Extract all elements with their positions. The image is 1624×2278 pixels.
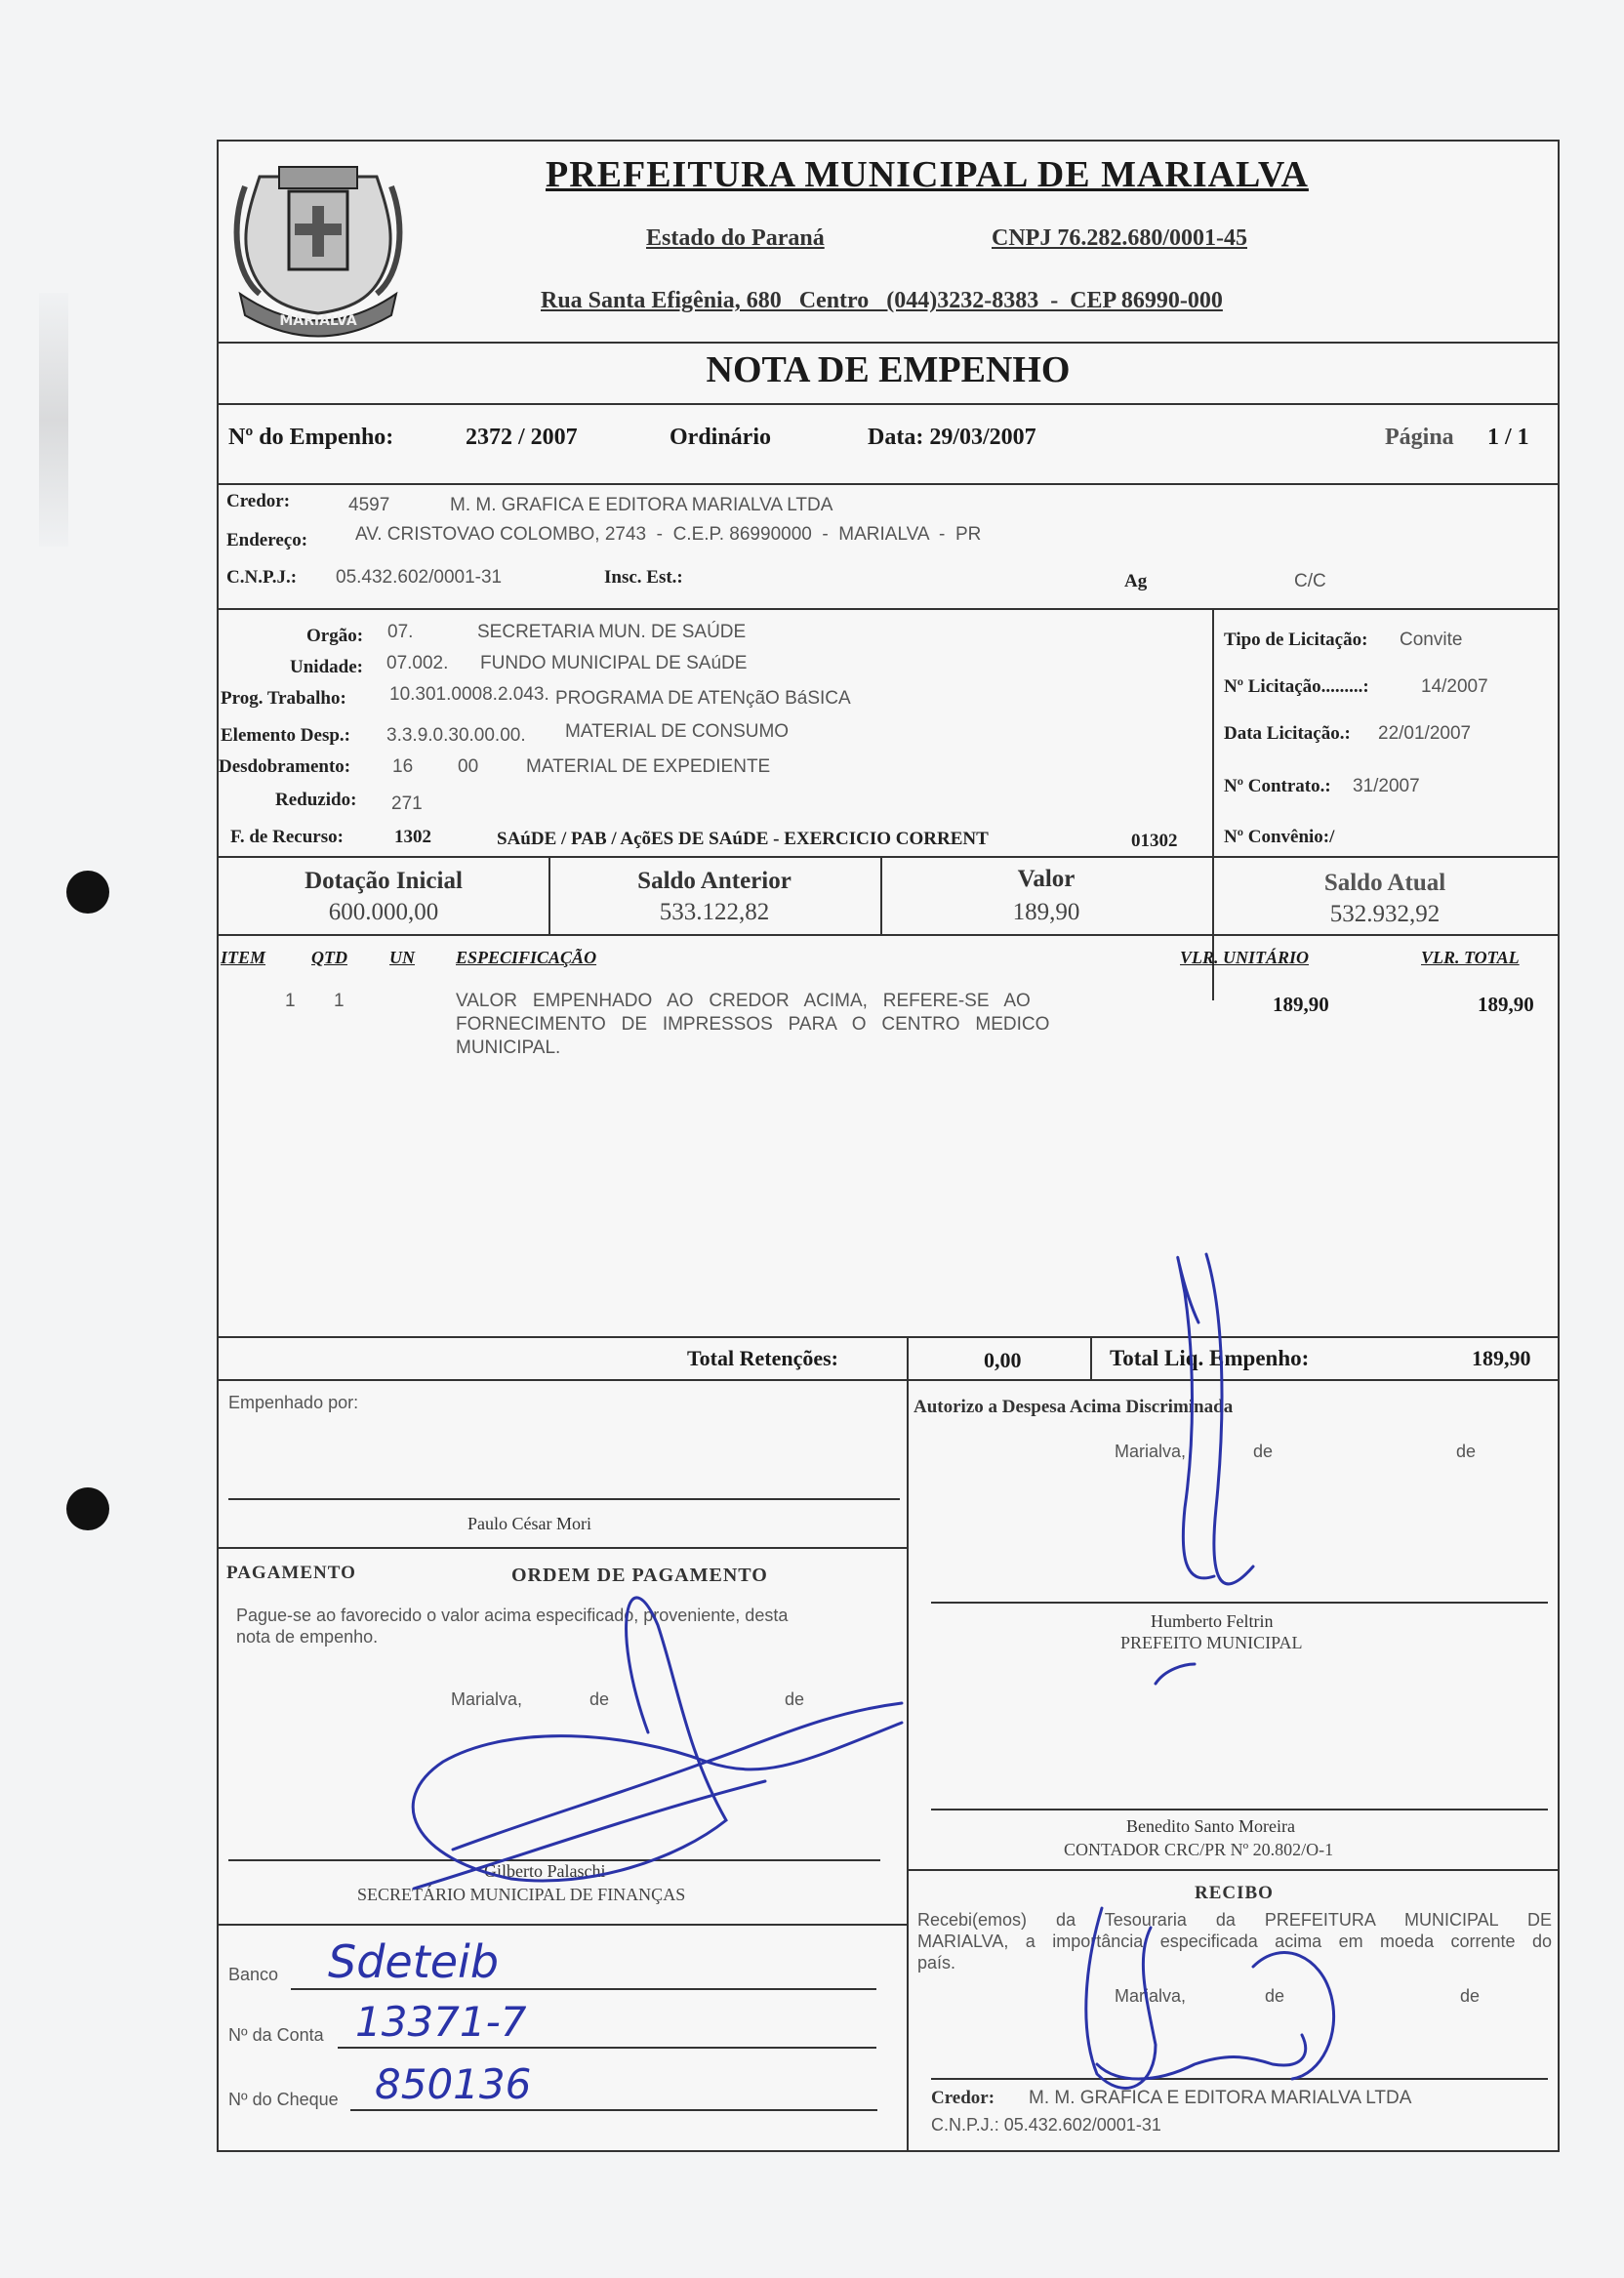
unidade-code: 07.002. — [386, 653, 449, 673]
desdobramento-code-2: 00 — [458, 756, 479, 777]
cheque-handwritten: 850136 — [375, 2060, 532, 2108]
reduzido-value: 271 — [391, 793, 423, 814]
col-un: UN — [389, 948, 415, 967]
contrato-label: Nº Contrato.: — [1224, 776, 1331, 796]
contrato-value: 31/2007 — [1353, 776, 1420, 796]
state-name: Estado do Paraná — [646, 225, 825, 251]
recibo-de-1: de — [1265, 1986, 1285, 2006]
punch-hole-top — [66, 871, 109, 914]
orgao-code: 07. — [387, 622, 414, 642]
data-licitacao-label: Data Licitação.: — [1224, 723, 1351, 744]
recibo-credor-cnpj: C.N.P.J.: 05.432.602/0001-31 — [931, 2115, 1161, 2135]
elemento-code: 3.3.9.0.30.00.00. — [386, 725, 526, 746]
col-qtd: QTD — [311, 948, 347, 967]
col-item: ITEM — [221, 948, 266, 967]
pagamento-text-line-1: Pague-se ao favorecido o valor acima especificado, proveniente, desta — [236, 1606, 789, 1625]
item-description-line-3: MUNICIPAL. — [456, 1037, 561, 1058]
recibo-title: RECIBO — [1195, 1883, 1274, 1903]
unidade-label: Unidade: — [290, 657, 363, 677]
cnpj-label: C.N.P.J.: — [226, 567, 298, 588]
numero-licitacao-label: Nº Licitação.........: — [1224, 676, 1369, 697]
fonte-recurso-label: F. de Recurso: — [230, 827, 344, 847]
elemento-name: MATERIAL DE CONSUMO — [565, 721, 790, 742]
valor-label: Valor — [1017, 866, 1076, 892]
reduzido-label: Reduzido: — [275, 790, 357, 810]
cheque-label: Nº do Cheque — [228, 2090, 339, 2109]
desdobramento-name: MATERIAL DE EXPEDIENTE — [526, 756, 771, 777]
punch-hole-bottom — [66, 1487, 109, 1530]
pagamento-city: Marialva, — [451, 1689, 523, 1709]
insc-est-label: Insc. Est.: — [604, 567, 683, 588]
autorizo-city: Marialva, — [1115, 1442, 1187, 1461]
saldo-anterior-value: 533.122,82 — [659, 899, 770, 925]
recibo-text-line-1: Recebi(emos) da Tesouraria da PREFEITURA MUNICIPAL DE — [917, 1910, 1552, 1930]
credor-code: 4597 — [348, 495, 390, 515]
desdobramento-code-1: 16 — [392, 756, 414, 777]
credor-cnpj: 05.432.602/0001-31 — [336, 567, 503, 588]
autorizo-de-2: de — [1456, 1442, 1477, 1461]
fonte-recurso-number: 01302 — [1131, 831, 1178, 851]
tipo-licitacao-value: Convite — [1400, 630, 1463, 650]
elemento-label: Elemento Desp.: — [221, 725, 350, 746]
recibo-city: Marialva, — [1115, 1986, 1187, 2006]
empenho-number-label: Nº do Empenho: — [228, 425, 394, 450]
banco-handwritten: Sdeteib — [328, 1935, 500, 1988]
ordem-pagamento-label: ORDEM DE PAGAMENTO — [511, 1565, 768, 1586]
tipo-licitacao-label: Tipo de Licitação: — [1224, 630, 1368, 650]
empenhado-por-name: Paulo César Mori — [467, 1514, 591, 1533]
pagamento-de-1: de — [589, 1689, 610, 1709]
fonte-recurso-name: SAúDE / PAB / AçõES DE SAúDE - EXERCICIO CORRENT — [497, 829, 989, 849]
numero-licitacao-value: 14/2007 — [1421, 676, 1488, 697]
credor-label: Credor: — [226, 491, 291, 511]
convenio-label: Nº Convênio:/ — [1224, 827, 1335, 847]
prefeito-name: Humberto Feltrin — [1151, 1611, 1274, 1631]
svg-text:MARIALVA: MARIALVA — [279, 313, 357, 329]
nota-de-empenho-form — [217, 140, 1560, 2152]
empenhado-por-label: Empenhado por: — [228, 1393, 359, 1412]
item-valor-total: 189,90 — [1478, 993, 1534, 1016]
saldo-atual-label: Saldo Atual — [1323, 870, 1446, 896]
conta-handwritten: 13371-7 — [355, 1998, 527, 2046]
secretario-cargo: SECRETÁRIO MUNICIPAL DE FINANÇAS — [357, 1885, 686, 1904]
recibo-text-line-2: MARIALVA, a importância especificada acima em moeda corrente do — [917, 1932, 1552, 1951]
dotacao-inicial-label: Dotação Inicial — [304, 868, 463, 894]
item-qtd: 1 — [334, 991, 345, 1011]
unidade-name: FUNDO MUNICIPAL DE SAúDE — [480, 653, 748, 673]
col-especificacao: ESPECIFICAÇÃO — [456, 948, 597, 967]
pagamento-text-line-2: nota de empenho. — [236, 1627, 379, 1647]
page-label: Página — [1385, 425, 1454, 450]
recibo-credor-name: M. M. GRAFICA E EDITORA MARIALVA LTDA — [1029, 2088, 1412, 2108]
valor-value: 189,90 — [1012, 899, 1080, 925]
prog-trabalho-label: Prog. Trabalho: — [221, 688, 346, 709]
empenho-number: 2372 / 2007 — [466, 425, 578, 450]
empenho-type: Ordinário — [670, 425, 772, 450]
credor-name: M. M. GRAFICA E EDITORA MARIALVA LTDA — [450, 495, 833, 515]
secretario-name: Gilberto Palaschi — [484, 1861, 606, 1881]
desdobramento-label: Desdobramento: — [219, 756, 351, 777]
autorizo-de-1: de — [1253, 1442, 1274, 1461]
recibo-de-2: de — [1460, 1986, 1481, 2006]
item-description-line-2: FORNECIMENTO DE IMPRESSOS PARA O CENTRO MEDICO — [456, 1014, 1050, 1035]
item-valor-unitario: 189,90 — [1273, 993, 1329, 1016]
contador-name: Benedito Santo Moreira — [1126, 1816, 1295, 1836]
orgao-name: SECRETARIA MUN. DE SAÚDE — [477, 622, 747, 642]
dotacao-inicial-value: 600.000,00 — [328, 899, 439, 925]
total-liquido-value: 189,90 — [1472, 1346, 1531, 1370]
recibo-text-line-3: país. — [917, 1953, 956, 1973]
total-retencoes-value: 0,00 — [984, 1348, 1022, 1372]
municipality-address: Rua Santa Efigênia, 680 Centro (044)3232-8383 - CEP 86990-000 — [541, 288, 1223, 313]
conta-label: Nº da Conta — [228, 2025, 324, 2045]
saldo-atual-value: 532.932,92 — [1329, 901, 1441, 927]
col-valor-unitario: VLR. UNITÁRIO — [1180, 948, 1310, 967]
banco-label: Banco — [228, 1965, 279, 1984]
municipality-title: PREFEITURA MUNICIPAL DE MARIALVA — [546, 154, 1309, 195]
item-description-line-1: VALOR EMPENHADO AO CREDOR ACIMA, REFERE-SE AO — [456, 991, 1031, 1011]
municipality-cnpj: CNPJ 76.282.680/0001-45 — [992, 225, 1247, 251]
endereco-label: Endereço: — [226, 530, 308, 550]
contador-cargo: CONTADOR CRC/PR Nº 20.802/O-1 — [1064, 1840, 1334, 1859]
orgao-label: Orgão: — [306, 626, 364, 646]
prog-trabalho-name: PROGRAMA DE ATENçãO BáSICA — [555, 688, 851, 709]
col-valor-total: VLR. TOTAL — [1421, 948, 1520, 967]
data-licitacao-value: 22/01/2007 — [1378, 723, 1472, 744]
conta-corrente-label: C/C — [1294, 571, 1326, 591]
scan-smudge — [39, 293, 68, 547]
agencia-label: Ag — [1124, 571, 1148, 591]
pagamento-label: PAGAMENTO — [226, 1563, 356, 1583]
fonte-recurso-code: 1302 — [394, 827, 431, 847]
prog-trabalho-code: 10.301.0008.2.043. — [389, 684, 549, 705]
document-title: NOTA DE EMPENHO — [706, 349, 1071, 390]
total-retencoes-label: Total Retenções: — [687, 1346, 838, 1370]
page-number: 1 / 1 — [1487, 425, 1529, 450]
total-liquido-label: Total Liq. Empenho: — [1110, 1346, 1310, 1370]
pagamento-de-2: de — [785, 1689, 805, 1709]
saldo-anterior-label: Saldo Anterior — [637, 868, 792, 894]
prefeito-cargo: PREFEITO MUNICIPAL — [1120, 1633, 1303, 1652]
item-number: 1 — [285, 991, 296, 1011]
handwritten-signatures — [219, 142, 1558, 2150]
autorizo-label: Autorizo a Despesa Acima Discriminada — [914, 1397, 1234, 1417]
empenho-date: Data: 29/03/2007 — [868, 425, 1036, 450]
recibo-credor-label: Credor: — [931, 2088, 995, 2108]
credor-address: AV. CRISTOVAO COLOMBO, 2743 - C.E.P. 86990000 - MARIALVA - PR — [355, 524, 982, 545]
